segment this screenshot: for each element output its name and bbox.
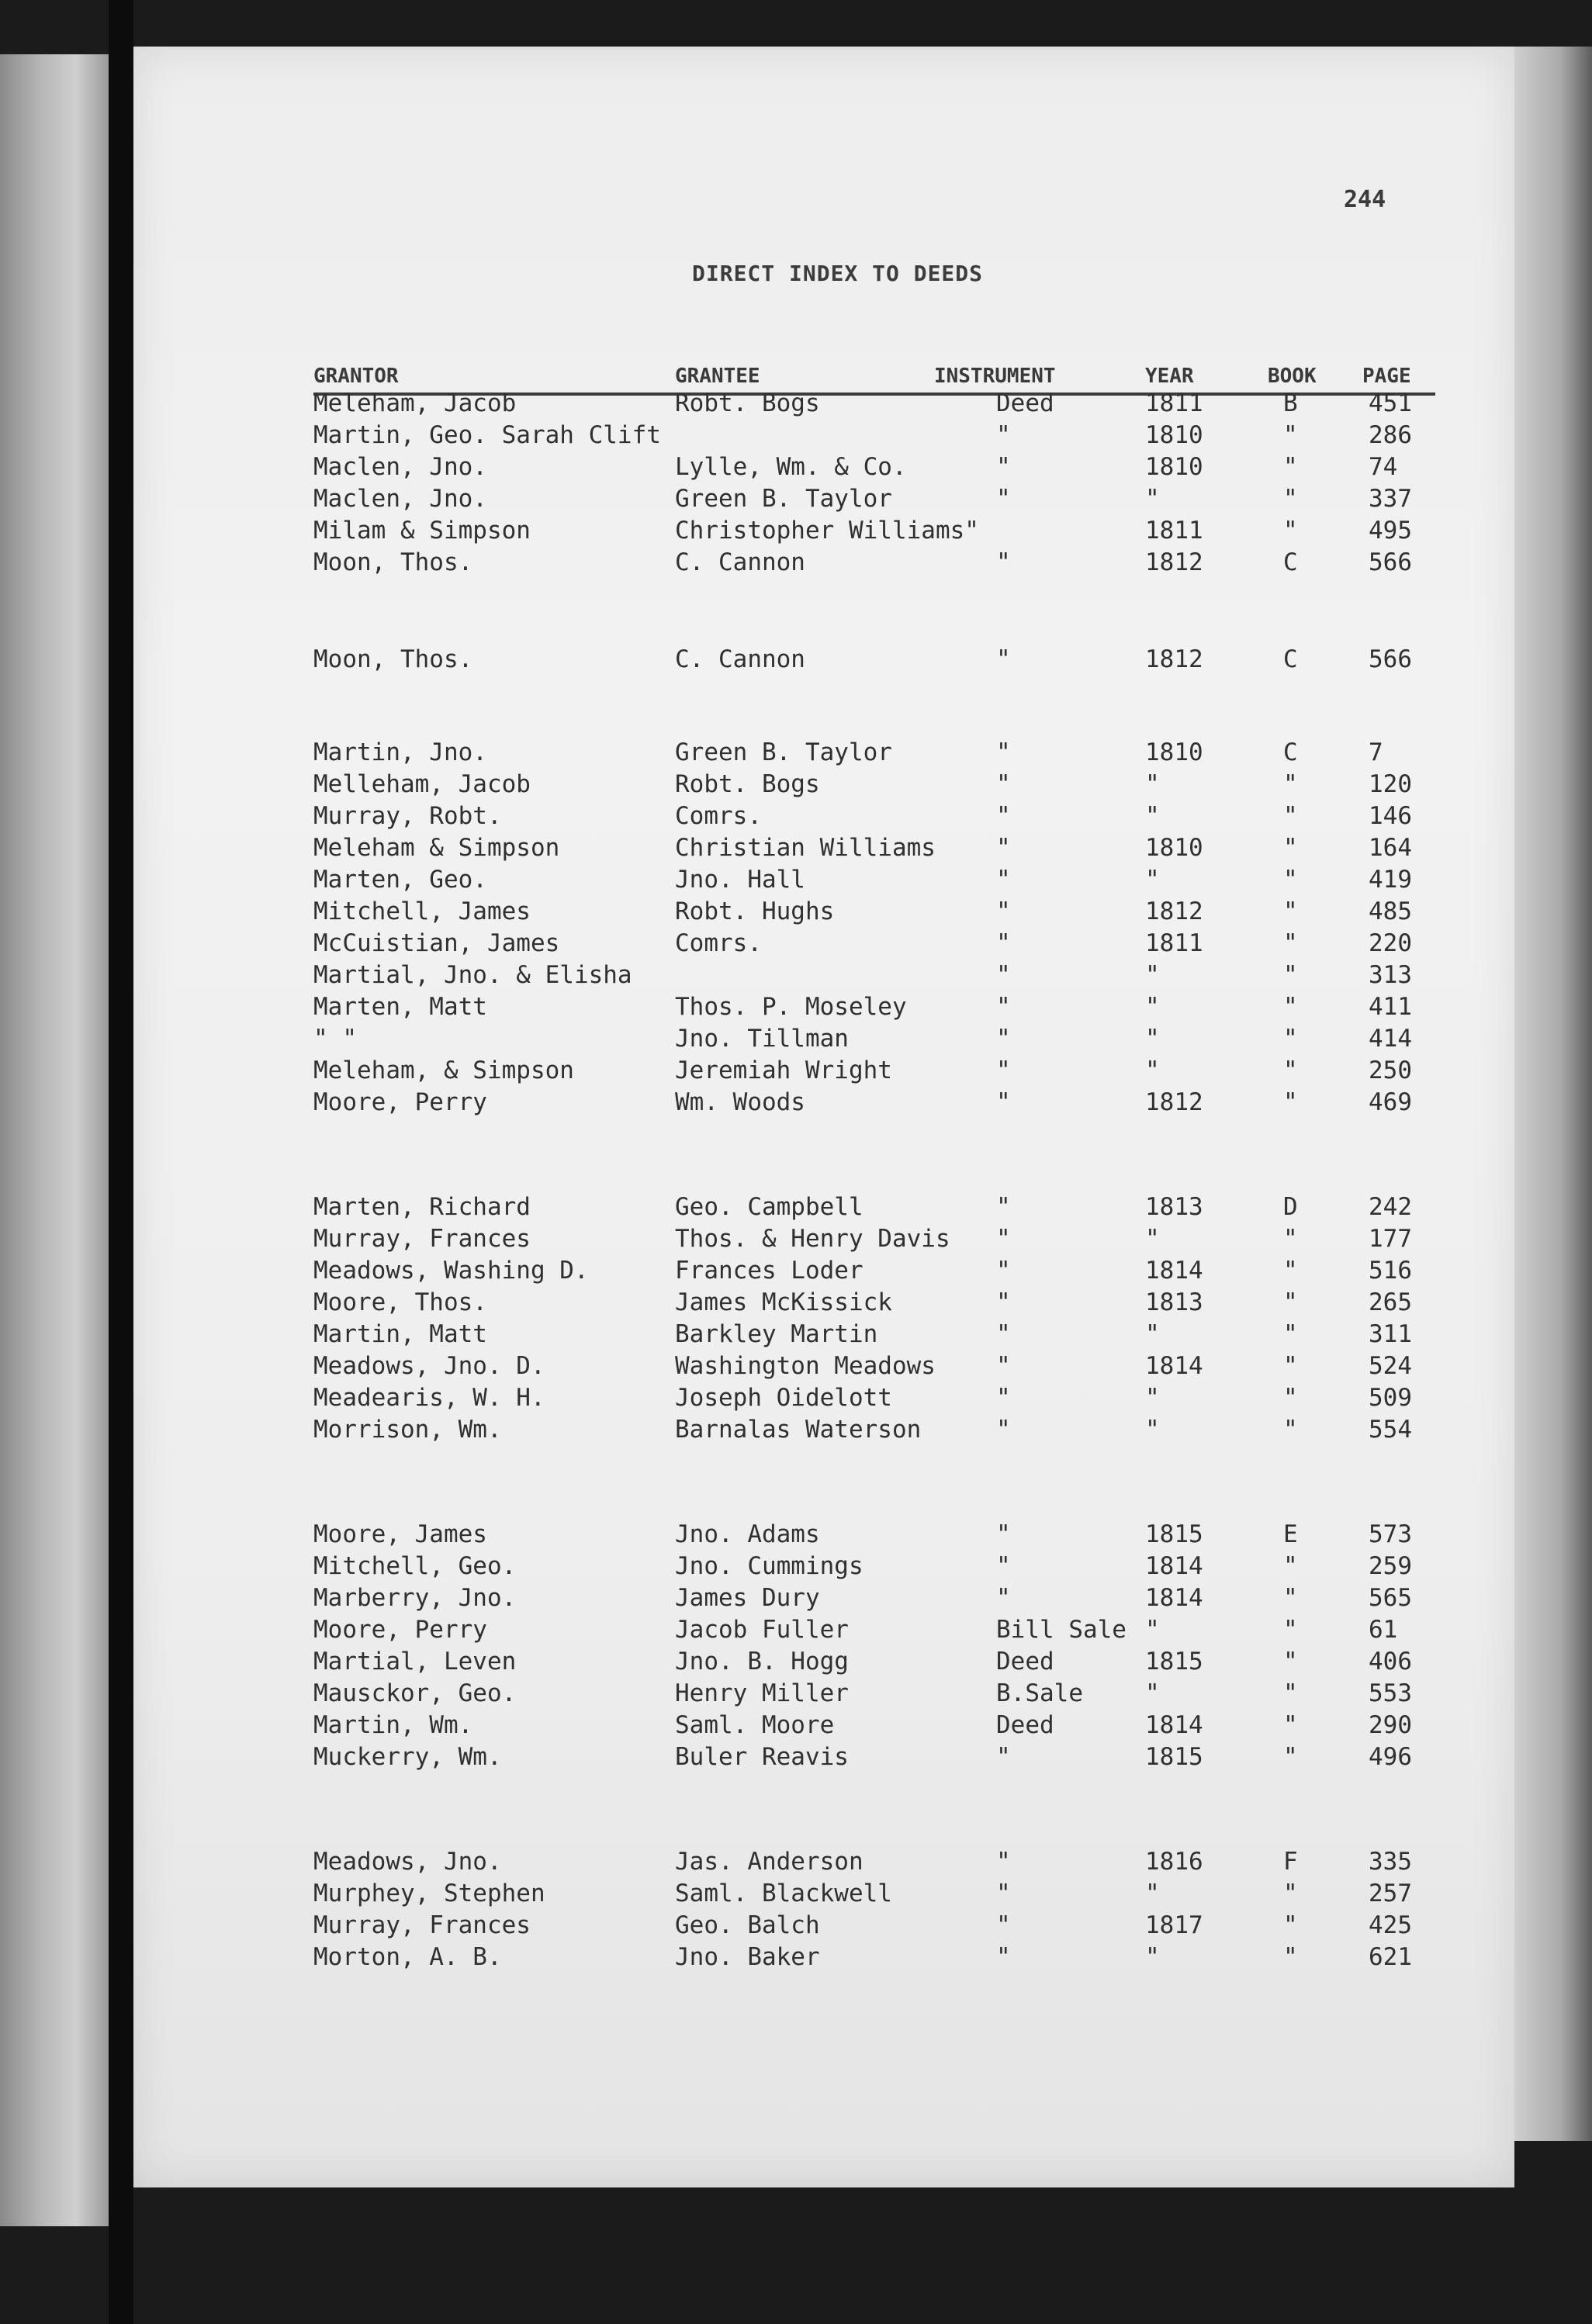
cell-grantee: Jno. Tillman — [675, 1025, 849, 1053]
cell-book: " — [1283, 897, 1298, 925]
cell-book: " — [1283, 1320, 1298, 1348]
cell-year: 1814 — [1145, 1352, 1203, 1380]
table-row — [313, 928, 1435, 959]
cell-page: 177 — [1369, 1225, 1412, 1253]
table-row — [313, 1551, 1435, 1582]
header-book: BOOK — [1268, 365, 1317, 388]
cell-grantor: Marberry, Jno. — [313, 1584, 517, 1612]
table-row — [313, 547, 1435, 578]
cell-year: 1812 — [1145, 645, 1203, 673]
cell-grantee: Robt. Hughs — [675, 897, 835, 925]
cell-instrument: " — [996, 897, 1011, 925]
cell-grantor: Meleham & Simpson — [313, 834, 560, 862]
table-row — [313, 864, 1435, 895]
cell-book: " — [1283, 1288, 1298, 1316]
cell-grantor: Meadearis, W. H. — [313, 1384, 545, 1412]
cell-book: " — [1283, 1711, 1298, 1739]
cell-grantor: " " — [313, 1025, 357, 1053]
cell-instrument: " — [996, 993, 1011, 1021]
cell-year: " — [1145, 993, 1160, 1021]
cell-grantor: Murray, Frances — [313, 1225, 531, 1253]
cell-grantee: Robt. Bogs — [675, 389, 820, 417]
cell-year: 1811 — [1145, 517, 1203, 545]
cell-grantee: Henry Miller — [675, 1679, 849, 1707]
cell-page: 164 — [1369, 834, 1412, 862]
cell-year: 1810 — [1145, 834, 1203, 862]
cell-grantee: James McKissick — [675, 1288, 892, 1316]
adjacent-page-strip — [0, 54, 109, 2226]
cell-grantee: Green B. Taylor — [675, 738, 892, 766]
table-row — [313, 1582, 1435, 1613]
table-row — [313, 515, 1435, 546]
table-row — [313, 1023, 1435, 1054]
table-row — [313, 991, 1435, 1022]
table-row — [313, 1350, 1435, 1382]
cell-instrument: " — [996, 1880, 1011, 1907]
cell-grantor: Moon, Thos. — [313, 548, 473, 576]
cell-grantor: Morton, A. B. — [313, 1943, 502, 1971]
document-page — [133, 47, 1514, 2187]
cell-book: " — [1283, 834, 1298, 862]
cell-year: " — [1145, 1679, 1160, 1707]
header-grantee: GRANTEE — [675, 365, 760, 388]
cell-page: 220 — [1369, 929, 1412, 957]
cell-grantee: Jeremiah Wright — [675, 1057, 892, 1084]
cell-grantee: Comrs. — [675, 802, 762, 830]
cell-page: 257 — [1369, 1880, 1412, 1907]
cell-year: 1812 — [1145, 1088, 1203, 1116]
cell-grantor: Moore, Thos. — [313, 1288, 487, 1316]
cell-year: 1811 — [1145, 389, 1203, 417]
header-instrument: INSTRUMENT — [934, 365, 1056, 388]
cell-instrument: " — [996, 1520, 1011, 1548]
cell-book: C — [1283, 645, 1298, 673]
cell-book: F — [1283, 1848, 1298, 1876]
cell-page: 524 — [1369, 1352, 1412, 1380]
page-edge-shadow — [1514, 47, 1592, 2141]
cell-book: C — [1283, 548, 1298, 576]
cell-book: E — [1283, 1520, 1298, 1548]
table-row — [313, 1678, 1435, 1709]
cell-page: 509 — [1369, 1384, 1412, 1412]
cell-book: " — [1283, 1743, 1298, 1771]
cell-book: C — [1283, 738, 1298, 766]
table-row — [313, 1878, 1435, 1909]
cell-book: " — [1283, 993, 1298, 1021]
cell-page: 120 — [1369, 770, 1412, 798]
cell-grantee: C. Cannon — [675, 548, 805, 576]
table-row — [313, 388, 1435, 419]
cell-grantor: Meadows, Jno. D. — [313, 1352, 545, 1380]
cell-year: " — [1145, 1320, 1160, 1348]
cell-year: 1811 — [1145, 929, 1203, 957]
table-row — [313, 483, 1435, 514]
cell-grantee: Christopher Williams" — [675, 517, 979, 545]
cell-page: 566 — [1369, 645, 1412, 673]
cell-grantee: Lylle, Wm. & Co. — [675, 453, 907, 481]
cell-instrument: " — [996, 645, 1011, 673]
cell-grantee: Joseph Oidelott — [675, 1384, 892, 1412]
cell-instrument: " — [996, 1288, 1011, 1316]
cell-page: 335 — [1369, 1848, 1412, 1876]
cell-year: 1817 — [1145, 1911, 1203, 1939]
cell-page: 337 — [1369, 485, 1412, 513]
cell-book: " — [1283, 1584, 1298, 1612]
cell-year: 1813 — [1145, 1193, 1203, 1221]
table-row — [313, 1055, 1435, 1086]
cell-grantee: Buler Reavis — [675, 1743, 849, 1771]
cell-book: " — [1283, 1057, 1298, 1084]
cell-book: " — [1283, 1088, 1298, 1116]
cell-book: " — [1283, 1616, 1298, 1644]
cell-book: " — [1283, 929, 1298, 957]
table-row — [313, 832, 1435, 863]
cell-instrument: " — [996, 1911, 1011, 1939]
cell-year: 1814 — [1145, 1552, 1203, 1580]
cell-instrument: " — [996, 1057, 1011, 1084]
cell-book: " — [1283, 1416, 1298, 1444]
cell-instrument: " — [996, 1552, 1011, 1580]
cell-book: " — [1283, 1384, 1298, 1412]
cell-instrument: " — [996, 485, 1011, 513]
cell-book: " — [1283, 453, 1298, 481]
cell-grantee: Wm. Woods — [675, 1088, 805, 1116]
cell-grantee: Jno. Cummings — [675, 1552, 863, 1580]
cell-year: " — [1145, 1943, 1160, 1971]
cell-year: " — [1145, 1225, 1160, 1253]
cell-page: 250 — [1369, 1057, 1412, 1084]
cell-grantee: Jno. B. Hogg — [675, 1648, 849, 1676]
cell-grantor: Moon, Thos. — [313, 645, 473, 673]
cell-book: " — [1283, 1352, 1298, 1380]
cell-page: 313 — [1369, 961, 1412, 989]
cell-grantor: Melleham, Jacob — [313, 770, 531, 798]
cell-page: 516 — [1369, 1257, 1412, 1285]
cell-year: 1810 — [1145, 453, 1203, 481]
cell-instrument: " — [996, 1743, 1011, 1771]
cell-grantor: Meleham, & Simpson — [313, 1057, 574, 1084]
table-row — [313, 1646, 1435, 1677]
cell-page: 286 — [1369, 421, 1412, 449]
cell-page: 553 — [1369, 1679, 1412, 1707]
cell-grantor: Murphey, Stephen — [313, 1880, 545, 1907]
index-table-body — [313, 47, 1435, 2187]
cell-grantor: Morrison, Wm. — [313, 1416, 502, 1444]
table-row — [313, 769, 1435, 800]
cell-page: 311 — [1369, 1320, 1412, 1348]
cell-grantee: Barkley Martin — [675, 1320, 878, 1348]
cell-year: " — [1145, 866, 1160, 894]
table-row — [313, 1223, 1435, 1254]
cell-grantee: Washington Meadows — [675, 1352, 936, 1380]
cell-grantor: Meleham, Jacob — [313, 389, 517, 417]
cell-year: " — [1145, 1384, 1160, 1412]
cell-grantee: Green B. Taylor — [675, 485, 892, 513]
cell-grantee: Saml. Blackwell — [675, 1880, 892, 1907]
cell-grantee: Christian Williams — [675, 834, 936, 862]
cell-grantor: Meadows, Jno. — [313, 1848, 502, 1876]
table-row — [313, 420, 1435, 451]
cell-grantor: Moore, James — [313, 1520, 487, 1548]
cell-year: 1810 — [1145, 738, 1203, 766]
cell-page: 566 — [1369, 548, 1412, 576]
cell-instrument: " — [996, 802, 1011, 830]
cell-book: " — [1283, 517, 1298, 545]
cell-instrument: " — [996, 1584, 1011, 1612]
table-row — [313, 1191, 1435, 1223]
cell-page: 565 — [1369, 1584, 1412, 1612]
cell-book: B — [1283, 389, 1298, 417]
cell-instrument: Bill Sale — [996, 1616, 1127, 1644]
cell-page: 425 — [1369, 1911, 1412, 1939]
header-year: YEAR — [1145, 365, 1194, 388]
cell-page: 259 — [1369, 1552, 1412, 1580]
cell-grantee: Frances Loder — [675, 1257, 863, 1285]
book-binding — [109, 0, 133, 2324]
cell-grantee: Jno. Adams — [675, 1520, 820, 1548]
cell-grantor: Marten, Richard — [313, 1193, 531, 1221]
cell-grantor: Martin, Geo. Sarah Clift — [313, 421, 661, 449]
table-row — [313, 1741, 1435, 1772]
table-row — [313, 1319, 1435, 1350]
cell-grantee: C. Cannon — [675, 645, 805, 673]
cell-instrument: " — [996, 1416, 1011, 1444]
document-title: DIRECT INDEX TO DEEDS — [692, 261, 984, 286]
cell-book: " — [1283, 1943, 1298, 1971]
cell-grantor: Marten, Geo. — [313, 866, 487, 894]
cell-year: " — [1145, 802, 1160, 830]
cell-instrument: " — [996, 1943, 1011, 1971]
cell-grantor: Milam & Simpson — [313, 517, 531, 545]
cell-year: " — [1145, 1025, 1160, 1053]
cell-page: 265 — [1369, 1288, 1412, 1316]
cell-year: " — [1145, 770, 1160, 798]
cell-page: 451 — [1369, 389, 1412, 417]
cell-instrument: " — [996, 834, 1011, 862]
cell-book: " — [1283, 485, 1298, 513]
table-row — [313, 960, 1435, 991]
cell-year: " — [1145, 1416, 1160, 1444]
cell-book: " — [1283, 1880, 1298, 1907]
table-row — [313, 737, 1435, 768]
cell-instrument: " — [996, 738, 1011, 766]
cell-instrument: " — [996, 1025, 1011, 1053]
table-row — [313, 1519, 1435, 1550]
cell-year: 1815 — [1145, 1520, 1203, 1548]
cell-year: 1812 — [1145, 897, 1203, 925]
cell-grantee: Saml. Moore — [675, 1711, 835, 1739]
cell-grantor: Maclen, Jno. — [313, 485, 487, 513]
cell-grantee: Jno. Baker — [675, 1943, 820, 1971]
cell-book: " — [1283, 1552, 1298, 1580]
cell-page: 411 — [1369, 993, 1412, 1021]
cell-page: 419 — [1369, 866, 1412, 894]
cell-grantee: Thos. P. Moseley — [675, 993, 907, 1021]
cell-instrument: Deed — [996, 389, 1054, 417]
cell-book: D — [1283, 1193, 1298, 1221]
table-row — [313, 1255, 1435, 1286]
cell-year: 1814 — [1145, 1584, 1203, 1612]
cell-year: " — [1145, 1057, 1160, 1084]
cell-grantor: Moore, Perry — [313, 1088, 487, 1116]
cell-book: " — [1283, 961, 1298, 989]
table-row — [313, 1846, 1435, 1877]
cell-book: " — [1283, 802, 1298, 830]
cell-page: 74 — [1369, 453, 1398, 481]
cell-grantor: Maclen, Jno. — [313, 453, 487, 481]
cell-instrument: " — [996, 1257, 1011, 1285]
cell-year: 1813 — [1145, 1288, 1203, 1316]
cell-grantee: Robt. Bogs — [675, 770, 820, 798]
cell-grantee: Barnalas Waterson — [675, 1416, 922, 1444]
cell-page: 290 — [1369, 1711, 1412, 1739]
cell-page: 621 — [1369, 1943, 1412, 1971]
cell-book: " — [1283, 1025, 1298, 1053]
cell-year: " — [1145, 961, 1160, 989]
cell-grantor: Martin, Jno. — [313, 738, 487, 766]
cell-year: " — [1145, 1616, 1160, 1644]
cell-page: 495 — [1369, 517, 1412, 545]
cell-grantee: Geo. Balch — [675, 1911, 820, 1939]
cell-grantor: Mitchell, Geo. — [313, 1552, 517, 1580]
table-row — [313, 1710, 1435, 1741]
table-row — [313, 1087, 1435, 1118]
cell-year: 1814 — [1145, 1711, 1203, 1739]
cell-page: 414 — [1369, 1025, 1412, 1053]
cell-year: 1810 — [1145, 421, 1203, 449]
cell-grantor: Murray, Frances — [313, 1911, 531, 1939]
cell-year: " — [1145, 1880, 1160, 1907]
cell-instrument: " — [996, 1193, 1011, 1221]
table-row — [313, 1287, 1435, 1318]
table-row — [313, 896, 1435, 927]
cell-grantor: Martial, Jno. & Elisha — [313, 961, 632, 989]
cell-page: 406 — [1369, 1648, 1412, 1676]
cell-instrument: " — [996, 1225, 1011, 1253]
cell-instrument: " — [996, 453, 1011, 481]
cell-page: 554 — [1369, 1416, 1412, 1444]
cell-grantor: Marten, Matt — [313, 993, 487, 1021]
cell-year: 1815 — [1145, 1648, 1203, 1676]
cell-page: 485 — [1369, 897, 1412, 925]
cell-grantor: Moore, Perry — [313, 1616, 487, 1644]
cell-grantee: Thos. & Henry Davis — [675, 1225, 950, 1253]
cell-page: 469 — [1369, 1088, 1412, 1116]
cell-instrument: Deed — [996, 1711, 1054, 1739]
cell-instrument: " — [996, 929, 1011, 957]
cell-instrument: " — [996, 770, 1011, 798]
cell-grantee: Jas. Anderson — [675, 1848, 863, 1876]
cell-book: " — [1283, 1648, 1298, 1676]
table-row — [313, 801, 1435, 832]
cell-year: 1812 — [1145, 548, 1203, 576]
cell-grantor: McCuistian, James — [313, 929, 560, 957]
cell-book: " — [1283, 421, 1298, 449]
cell-instrument: " — [996, 1384, 1011, 1412]
cell-grantor: Mitchell, James — [313, 897, 531, 925]
cell-instrument: Deed — [996, 1648, 1054, 1676]
cell-book: " — [1283, 1257, 1298, 1285]
table-row — [313, 1614, 1435, 1645]
cell-grantor: Mausckor, Geo. — [313, 1679, 517, 1707]
cell-page: 61 — [1369, 1616, 1398, 1644]
cell-instrument: " — [996, 548, 1011, 576]
cell-book: " — [1283, 1679, 1298, 1707]
cell-page: 146 — [1369, 802, 1412, 830]
cell-instrument: " — [996, 1352, 1011, 1380]
cell-grantee: Comrs. — [675, 929, 762, 957]
cell-grantor: Martin, Matt — [313, 1320, 487, 1348]
table-row — [313, 1910, 1435, 1941]
cell-grantor: Meadows, Washing D. — [313, 1257, 589, 1285]
cell-instrument: B.Sale — [996, 1679, 1083, 1707]
cell-grantee: Jno. Hall — [675, 866, 805, 894]
cell-book: " — [1283, 770, 1298, 798]
cell-grantor: Murray, Robt. — [313, 802, 502, 830]
header-page: PAGE — [1362, 365, 1411, 388]
cell-instrument: " — [996, 1320, 1011, 1348]
cell-instrument: " — [996, 866, 1011, 894]
cell-year: 1815 — [1145, 1743, 1203, 1771]
cell-year: 1814 — [1145, 1257, 1203, 1285]
cell-page: 242 — [1369, 1193, 1412, 1221]
cell-grantee: James Dury — [675, 1584, 820, 1612]
table-row — [313, 451, 1435, 482]
table-row — [313, 1414, 1435, 1445]
table-row — [313, 1942, 1435, 1973]
cell-book: " — [1283, 1911, 1298, 1939]
cell-grantee: Jacob Fuller — [675, 1616, 849, 1644]
cell-page: 7 — [1369, 738, 1383, 766]
cell-book: " — [1283, 866, 1298, 894]
cell-grantor: Martial, Leven — [313, 1648, 517, 1676]
cell-instrument: " — [996, 421, 1011, 449]
page-number: 244 — [1344, 186, 1386, 213]
cell-instrument: " — [996, 961, 1011, 989]
cell-book: " — [1283, 1225, 1298, 1253]
cell-instrument: " — [996, 1088, 1011, 1116]
cell-grantor: Muckerry, Wm. — [313, 1743, 502, 1771]
cell-page: 496 — [1369, 1743, 1412, 1771]
cell-year: " — [1145, 485, 1160, 513]
cell-grantor: Martin, Wm. — [313, 1711, 473, 1739]
cell-grantee: Geo. Campbell — [675, 1193, 863, 1221]
table-row — [313, 644, 1435, 675]
cell-page: 573 — [1369, 1520, 1412, 1548]
header-grantor: GRANTOR — [313, 365, 399, 388]
cell-instrument: " — [996, 1848, 1011, 1876]
table-row — [313, 1382, 1435, 1413]
cell-year: 1816 — [1145, 1848, 1203, 1876]
